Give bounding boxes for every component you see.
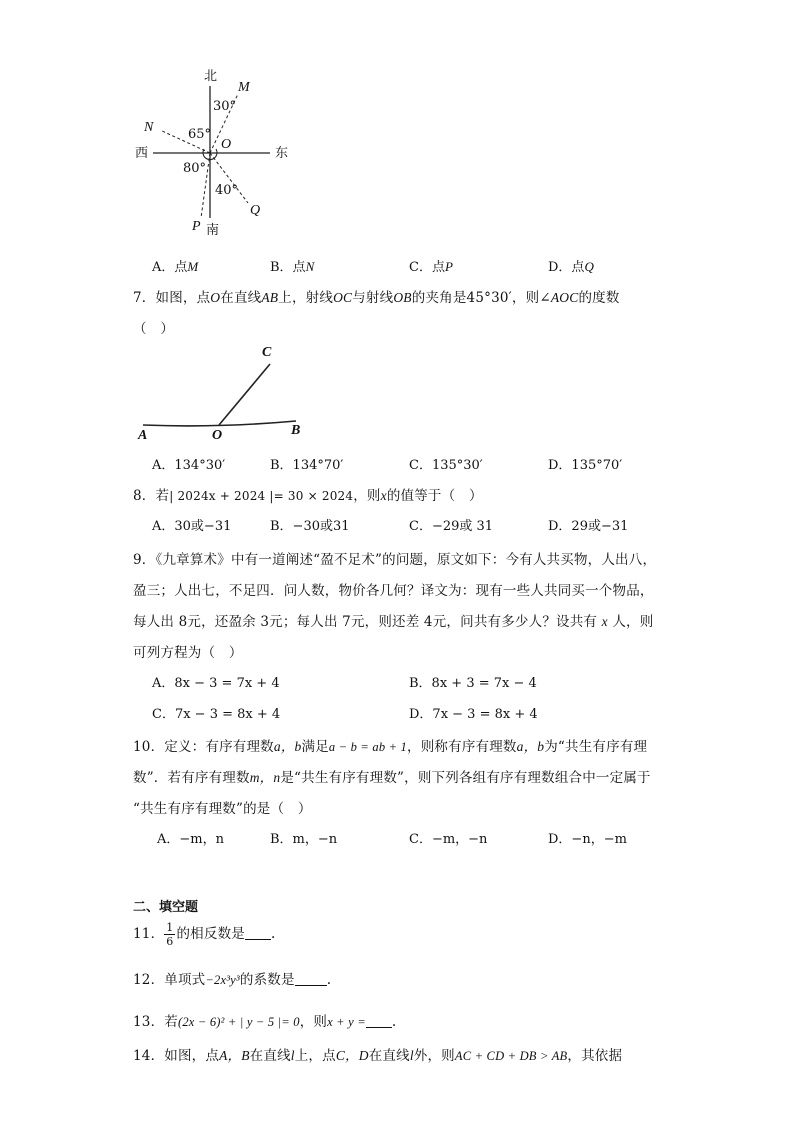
q6-option-c-var: P [444,259,453,274]
q11-fraction-denominator: 6 [166,935,174,948]
q7-t4: 的夹角是45°30′，则∠ [411,290,551,306]
q11-fraction [164,922,175,947]
q14-vars-ab: A，B [219,1048,250,1063]
q9-option-c[interactable]: C．7x − 3 = 8x + 4 [152,707,281,722]
q7-var-aoc: AOC [550,290,579,305]
east-label: 东 [275,146,289,161]
q10-line-2 [133,766,651,786]
q6-option-c-text: C．点 [409,260,445,275]
q14-t4: 在直线 [368,1048,410,1064]
q7-point-o: O [212,428,223,443]
q12-end: . [326,972,332,988]
q9-line-3-end: 人，则 [612,614,654,630]
q6-option-b-text: B．点 [270,260,306,275]
q7-stem [133,286,620,306]
q12-text-2: 的系数是 [239,972,295,988]
q13-answer-blank[interactable] [366,1015,392,1028]
q13-expression: (2x − 6)² + | y − 5 |= 0 [177,1015,300,1029]
q6-option-b-var: N [305,259,315,274]
q7-var-ob: OB [393,290,412,305]
q14-var-l: l [290,1048,295,1063]
q12-expression: −2x³y³ [205,973,240,987]
q12-answer-blank[interactable] [295,973,327,986]
q9-line-4: 可列方程为（ ） [133,645,243,661]
q7-prefix: 7．如图，点 [133,290,211,306]
q10-l1a: 10．定义：有序有理数 [133,739,274,755]
q10-vars-mn: m，n [249,770,281,785]
q6-option-c[interactable] [409,256,453,275]
q8-expression: | 2024x + 2024 |= 30 × 2024 [169,489,354,503]
q14-t3: 上，点 [294,1048,336,1064]
q10-line-1 [133,735,647,755]
angle-q-label: 40° [215,183,239,198]
q8-mid: ，则 [353,488,381,504]
q7-t1: 在直线 [220,290,262,306]
q7-figure [143,364,296,426]
q8-option-b[interactable]: B．−30或31 [270,519,350,534]
q10-l2b: 是“共生有序有理数”，则下列各组有序有理数组合中一定属于 [280,770,651,786]
q9-line-3 [133,610,653,630]
north-label: 北 [204,69,218,84]
q14-var-l-2: l [409,1048,414,1063]
q11-text: 的相反数是 [176,926,245,942]
q13-mid: ，则 [299,1014,328,1030]
q10-l1d: 为“共生有序有理 [544,739,648,755]
q7-option-d[interactable]: D．135°70′ [548,458,623,473]
point-q-label: Q [250,203,261,218]
q9-line-1: 9．《九章算术》中有一道阐述“盈不足术”的问题，原文如下：今有人共买物，人出八， [133,552,657,568]
q11-answer-blank[interactable] [245,927,271,940]
q7-var-ab: AB [261,290,279,305]
q8-var-x: x [380,488,387,503]
q7-point-b: B [291,423,301,438]
section-title: 二、填空题 [133,900,199,915]
q14-t6: ，其依据 [567,1048,623,1064]
q7-option-b[interactable]: B．134°70′ [270,458,344,473]
q7-point-c: C [262,345,272,360]
angle-p-label: 80° [183,161,207,176]
q7-var-oc: OC [333,290,353,305]
q8-option-c[interactable]: C．−29或 31 [409,519,494,534]
q14-text: 14．如图，点 [133,1048,220,1064]
q6-option-a[interactable] [152,256,198,275]
q10-option-b[interactable]: B．m，−n [270,832,338,847]
q14-t2: 在直线 [249,1048,291,1064]
q9-var-x: x [601,614,608,629]
q10-option-a[interactable]: A．−m，n [157,832,224,847]
q6-option-d-text: D．点 [548,260,585,275]
q8-stem [133,484,483,504]
q7-t3: 与射线 [352,290,394,306]
point-m-label: M [238,80,250,95]
q7-option-c[interactable]: C．135°30′ [409,458,483,473]
point-p-label: P [192,219,201,234]
point-o-label: O [221,137,232,152]
q13-text: 13．若 [133,1014,178,1030]
q11-end: . [270,926,276,942]
q6-option-a-text: A．点 [152,260,188,275]
q7-point-a: A [138,428,148,443]
angle-m-label: 30° [213,99,237,114]
q10-option-d[interactable]: D．−n，−m [548,832,627,847]
q14-vars-cd: C，D [335,1048,369,1063]
point-n-label: N [144,120,154,135]
q10-l1c: ，则称有序有理数 [407,739,517,755]
q8-option-a[interactable]: A．30或−31 [152,519,232,534]
angle-n-label: 65° [188,127,212,142]
q13-end: . [391,1014,397,1030]
q10-l1b: 满足 [301,739,329,755]
q6-option-d[interactable] [548,256,594,275]
q7-var-o: O [210,290,221,305]
q10-l2a: 数”．若有序有理数 [133,770,250,786]
q13-stem [133,1010,396,1030]
q11-fraction-numerator: 1 [166,921,174,934]
compass-figure [153,86,270,218]
q12-text: 12．单项式 [133,972,206,988]
q6-option-a-var: M [187,259,199,274]
q14-t5: 外，则 [413,1048,455,1064]
q14-stem [133,1044,622,1064]
q9-option-a[interactable]: A．8x − 3 = 7x + 4 [152,676,280,691]
q11-number: 11． [133,926,165,942]
q8-prefix: 8．若 [133,488,170,504]
q10-line-3: “共生有序有理数”的是（ ） [133,801,312,817]
q8-option-d[interactable]: D．29或−31 [548,519,629,534]
q14-expression: AC + CD + DB > AB [454,1049,568,1063]
q10-expression: a − b = ab + 1 [328,740,408,754]
q12-stem [133,968,331,988]
q10-option-c[interactable]: C．−m，−n [409,832,488,847]
ray-oc [219,364,270,425]
q9-line-3-text: 每人出 8元，还盈余 3元；每人出 7元，则还差 4元，问共有多少人？设共有 [133,614,598,630]
q11-stem [133,922,275,947]
west-label: 西 [135,146,149,161]
south-label: 南 [206,223,220,238]
q8-suffix: 的值等于（ ） [386,488,483,504]
q7-bracket: （ ） [133,321,175,337]
q13-expression-2: x + y = [327,1015,366,1029]
q6-option-d-var: Q [584,259,594,274]
q10-vars-ab: a，b [273,739,302,754]
q7-option-a[interactable]: A．134°30′ [152,458,226,473]
q9-option-d[interactable]: D．7x − 3 = 8x + 4 [409,707,538,722]
q10-vars-ab-2: a，b [516,739,545,754]
q9-option-b[interactable]: B．8x + 3 = 7x − 4 [409,676,537,691]
q7-t2: 上，射线 [278,290,334,306]
q6-option-b[interactable] [270,256,314,275]
q7-t5: 的度数 [578,290,620,306]
q9-line-2: 盈三；人出七，不足四．问人数，物价各几何？译文为：现有一些人共同买一个物品， [133,583,654,599]
